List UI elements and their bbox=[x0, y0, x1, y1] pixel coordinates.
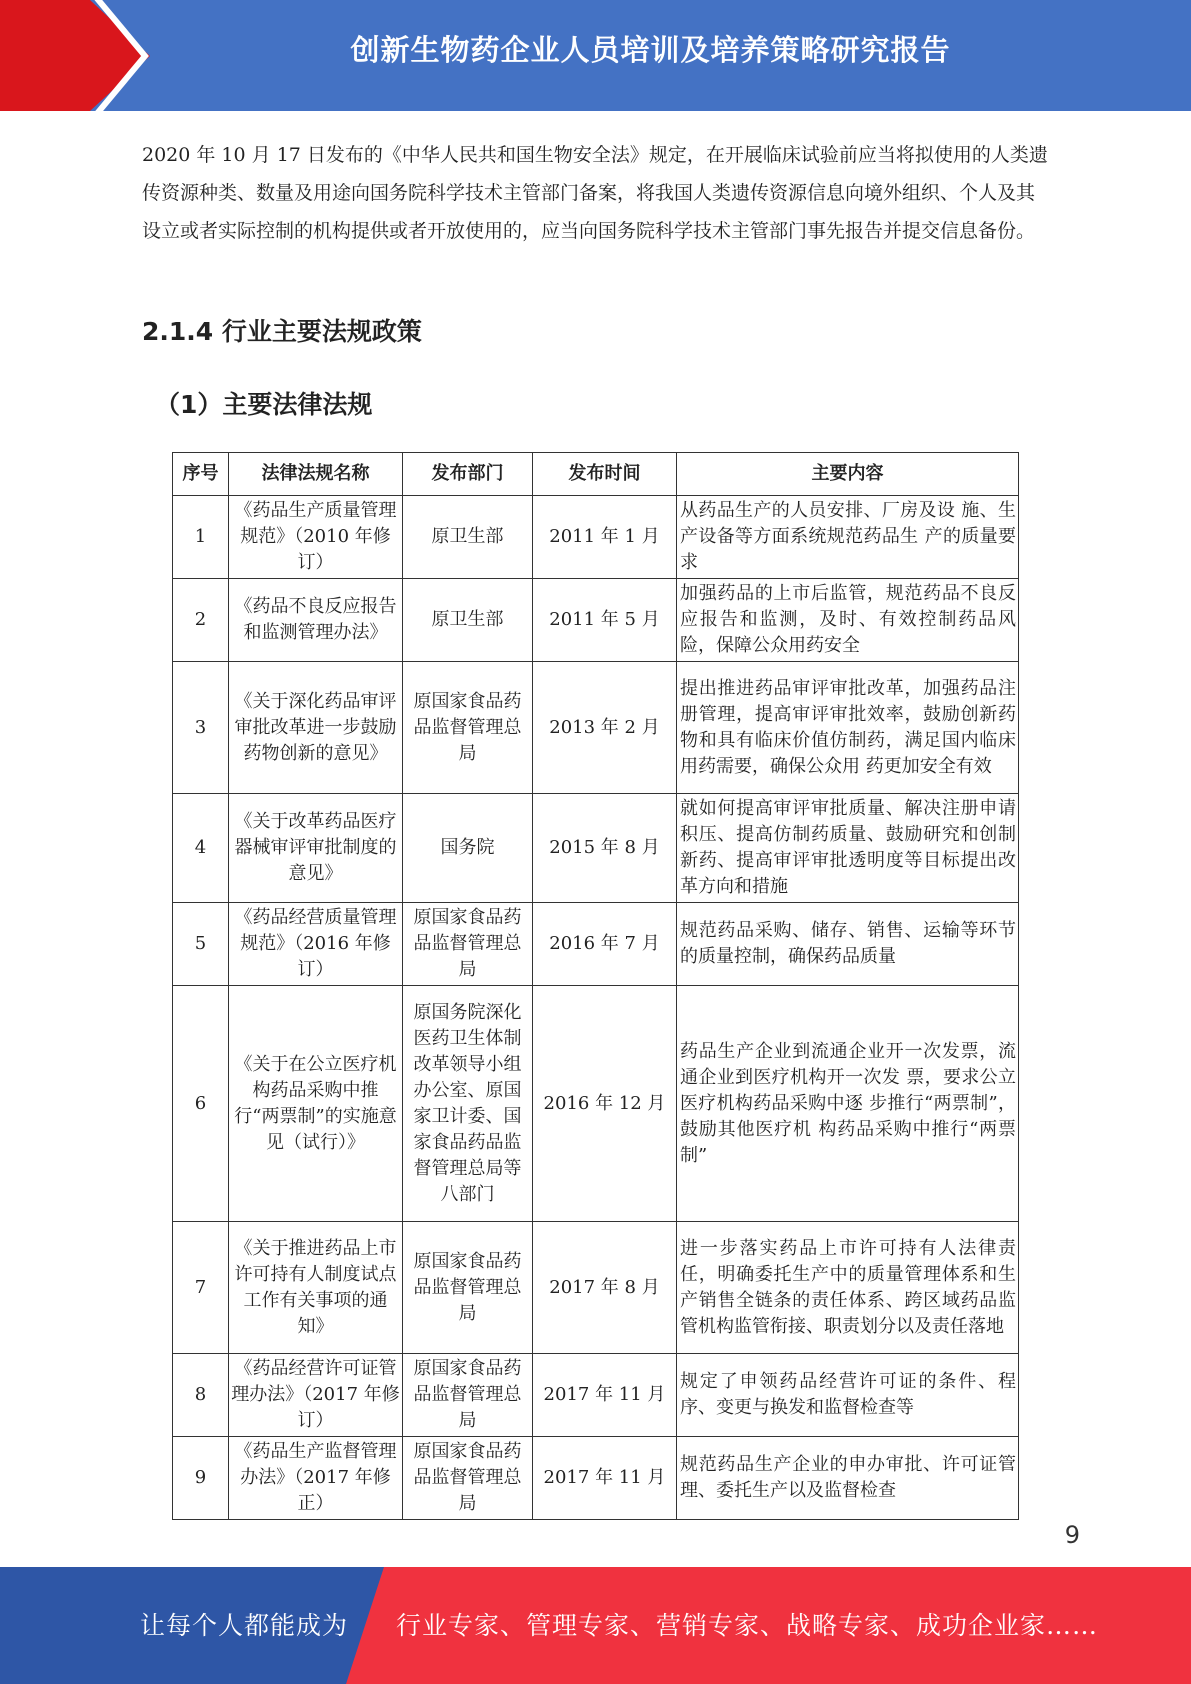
cell-content: 就如何提高审评审批质量、解决注册申请积压、提高仿制药质量、鼓励研究和创制新药、提高审评审批透明度等目标提出改革方向和措施 bbox=[677, 794, 1019, 903]
table-row bbox=[173, 579, 1019, 662]
col-header-date: 发布时间 bbox=[533, 453, 677, 496]
cell-content: 进一步落实药品上市许可持有人法律责任，明确委托生产中的质量管理体系和生产销售全链条的责任体系、跨区域药品监管机构监管衔接、职责划分以及责任落地 bbox=[677, 1222, 1019, 1354]
cell-name: 《关于在公立医疗机构药品采购中推行“两票制”的实施意见（试行）》 bbox=[229, 986, 403, 1222]
cell-date: 2016 年 12 月 bbox=[533, 986, 677, 1222]
cell-dept: 国务院 bbox=[403, 794, 533, 903]
cell-date: 2017 年 8 月 bbox=[533, 1222, 677, 1354]
cell-name: 《关于推进药品上市许可持有人制度试点工作有关事项的通知》 bbox=[229, 1222, 403, 1354]
cell-dept: 原卫生部 bbox=[403, 579, 533, 662]
cell-name: 《药品经营质量管理规范》（2016 年修订） bbox=[229, 903, 403, 986]
table-row bbox=[173, 1222, 1019, 1354]
cell-date: 2011 年 5 月 bbox=[533, 579, 677, 662]
col-header-content: 主要内容 bbox=[677, 453, 1019, 496]
cell-content: 提出推进药品审评审批改革，加强药品注册管理，提高审评审批效率，鼓励创新药物和具有临床价值仿制药，满足国内临床用药需要，确保公众用 药更加安全有效 bbox=[677, 662, 1019, 794]
page-number: 9 bbox=[1064, 1521, 1080, 1549]
cell-date: 2015 年 8 月 bbox=[533, 794, 677, 903]
cell-no: 9 bbox=[173, 1437, 229, 1520]
col-header-no: 序号 bbox=[173, 453, 229, 496]
footer-slogan-right: 行业专家、管理专家、营销专家、战略专家、成功企业家…… bbox=[396, 1611, 1099, 1640]
cell-dept: 原国家食品药品监督管理总局 bbox=[403, 1354, 533, 1437]
table-row bbox=[173, 1354, 1019, 1437]
cell-no: 5 bbox=[173, 903, 229, 986]
laws-table bbox=[172, 452, 1019, 1520]
cell-no: 2 bbox=[173, 579, 229, 662]
cell-no: 6 bbox=[173, 986, 229, 1222]
cell-content: 规范药品采购、储存、销售、运输等环节的质量控制，确保药品质量 bbox=[677, 903, 1019, 986]
table-row bbox=[173, 496, 1019, 579]
subsection-heading: （1）主要法律法规 bbox=[155, 390, 373, 419]
report-title: 创新生物药企业人员培训及培养策略研究报告 bbox=[350, 33, 951, 67]
cell-content: 药品生产企业到流通企业开一次发票，流通企业到医疗机构开一次发 票，要求公立医疗机构药品采购中逐 步推行“两票制”，鼓励其他医疗机 构药品采购中推行“两票制” bbox=[677, 986, 1019, 1222]
cell-date: 2016 年 7 月 bbox=[533, 903, 677, 986]
cell-dept: 原卫生部 bbox=[403, 496, 533, 579]
table-row bbox=[173, 1437, 1019, 1520]
cell-dept: 原国家食品药品监督管理总局 bbox=[403, 662, 533, 794]
cell-date: 2017 年 11 月 bbox=[533, 1437, 677, 1520]
cell-no: 4 bbox=[173, 794, 229, 903]
cell-no: 8 bbox=[173, 1354, 229, 1437]
cell-content: 从药品生产的人员安排、厂房及设 施、生产设备等方面系统规范药品生 产的质量要求 bbox=[677, 496, 1019, 579]
cell-no: 3 bbox=[173, 662, 229, 794]
cell-date: 2017 年 11 月 bbox=[533, 1354, 677, 1437]
table-row bbox=[173, 903, 1019, 986]
table-row bbox=[173, 986, 1019, 1222]
intro-paragraph: 2020 年 10 月 17 日发布的《中华人民共和国生物安全法》规定，在开展临床试验前应当将拟使用的人类遗传资源种类、数量及用途向国务院科学技术主管部门备案，将我国人类遗传资源信息向境外组织、个人及其设立或者实际控制的机构提供或者开放使用的，应当向国务院科学技术主管部门事先报告并提交信息备份。 bbox=[142, 144, 1048, 242]
cell-dept: 原国家食品药品监督管理总局 bbox=[403, 1222, 533, 1354]
cell-dept: 原国家食品药品监督管理总局 bbox=[403, 903, 533, 986]
table-row bbox=[173, 662, 1019, 794]
cell-no: 1 bbox=[173, 496, 229, 579]
cell-name: 《关于改革药品医疗器械审评审批制度的意见》 bbox=[229, 794, 403, 903]
cell-dept: 原国家食品药品监督管理总局 bbox=[403, 1437, 533, 1520]
cell-name: 《关于深化药品审评审批改革进一步鼓励药物创新的意见》 bbox=[229, 662, 403, 794]
col-header-dept: 发布部门 bbox=[403, 453, 533, 496]
cell-content: 加强药品的上市后监管，规范药品不良反应报告和监测，及时、有效控制药品风险，保障公众用药安全 bbox=[677, 579, 1019, 662]
cell-dept: 原国务院深化医药卫生体制改革领导小组办公室、原国家卫计委、国家食品药品监督管理总局等八部门 bbox=[403, 986, 533, 1222]
cell-content: 规定了申领药品经营许可证的条件、程序、变更与换发和监督检查等 bbox=[677, 1354, 1019, 1437]
header-arrow-decoration bbox=[0, 0, 150, 111]
cell-name: 《药品经营许可证管理办法》（2017 年修订） bbox=[229, 1354, 403, 1437]
section-heading: 2.1.4 行业主要法规政策 bbox=[142, 317, 422, 346]
cell-date: 2013 年 2 月 bbox=[533, 662, 677, 794]
cell-no: 7 bbox=[173, 1222, 229, 1354]
table-row bbox=[173, 794, 1019, 903]
cell-date: 2011 年 1 月 bbox=[533, 496, 677, 579]
cell-content: 规范药品生产企业的申办审批、许可证管理、委托生产以及监督检查 bbox=[677, 1437, 1019, 1520]
page-footer bbox=[0, 1567, 1191, 1684]
cell-name: 《药品生产质量管理规范》（2010 年修订） bbox=[229, 496, 403, 579]
cell-name: 《药品不良反应报告和监测管理办法》 bbox=[229, 579, 403, 662]
table-header-row bbox=[173, 453, 1019, 496]
page-header bbox=[0, 0, 1191, 111]
col-header-name: 法律法规名称 bbox=[229, 453, 403, 496]
footer-slogan-left: 让每个人都能成为 bbox=[140, 1611, 349, 1640]
cell-name: 《药品生产监督管理办法》（2017 年修正） bbox=[229, 1437, 403, 1520]
